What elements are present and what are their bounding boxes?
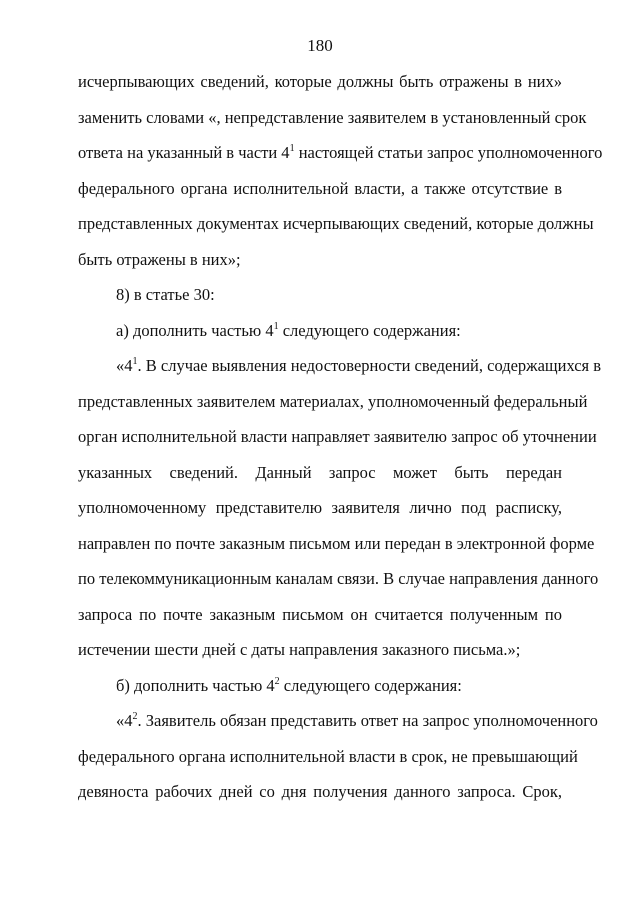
line-text-after: следующего содержания: <box>279 675 462 695</box>
text-line <box>78 348 602 384</box>
text-line: федерального органа исполнительной власти в срок, не превышающий <box>78 746 578 766</box>
line-text-before: «4 <box>116 356 133 375</box>
text-line: девяноста рабочих дней со дня получения данного запроса. Срок, <box>78 782 562 801</box>
line-text-after: . Заявитель обязан представить ответ на запрос уполномоченного <box>137 711 598 730</box>
document-body <box>78 64 603 810</box>
text-line <box>78 135 603 171</box>
line-text-after: . В случае выявления недостоверности сведений, содержащихся в <box>137 356 602 375</box>
superscript: 2 <box>274 675 280 687</box>
text-line: направлен по почте заказным письмом или передан в электронной форме <box>78 533 595 553</box>
superscript: 1 <box>132 356 138 367</box>
text-line <box>78 668 562 704</box>
text-line: указанных сведений. Данный запрос может быть передан <box>78 462 562 482</box>
text-line <box>78 313 562 349</box>
text-line: быть отражены в них»; <box>78 249 241 269</box>
text-line: уполномоченному представителю заявителя лично под расписку, <box>78 498 562 517</box>
line-text-before: б) дополнить частью 4 <box>116 675 275 695</box>
text-line <box>78 703 598 739</box>
text-line: представленных документах исчерпывающих сведений, которые должны <box>78 214 594 233</box>
text-line: 8) в статье 30: <box>116 285 215 304</box>
superscript: 1 <box>289 143 295 154</box>
superscript: 1 <box>273 320 279 332</box>
text-line: орган исполнительной власти направляет заявителю запрос об уточнении <box>78 427 597 446</box>
text-line: исчерпывающих сведений, которые должны быть отражены в них» <box>78 72 562 91</box>
text-line: по телекоммуникационным каналам связи. В случае направления данного <box>78 569 599 588</box>
text-line: истечении шести дней с даты направления заказного письма.»; <box>78 640 521 659</box>
text-line: представленных заявителем материалах, уполномоченный федеральный <box>78 391 588 411</box>
text-line: запроса по почте заказным письмом он считается полученным по <box>78 604 562 624</box>
line-text-before: «4 <box>116 711 133 730</box>
text-line: заменить словами «, непредставление заявителем в установленный срок <box>78 107 587 127</box>
page-number: 180 <box>307 36 333 55</box>
superscript: 2 <box>132 711 138 722</box>
text-line: федерального органа исполнительной власти, а также отсутствие в <box>78 178 562 198</box>
line-text-before: а) дополнить частью 4 <box>116 320 274 340</box>
line-text-after: следующего содержания: <box>278 320 461 340</box>
line-text-before: ответа на указанный в части 4 <box>78 143 290 162</box>
line-text-after: настоящей статьи запрос уполномоченного <box>294 143 603 162</box>
